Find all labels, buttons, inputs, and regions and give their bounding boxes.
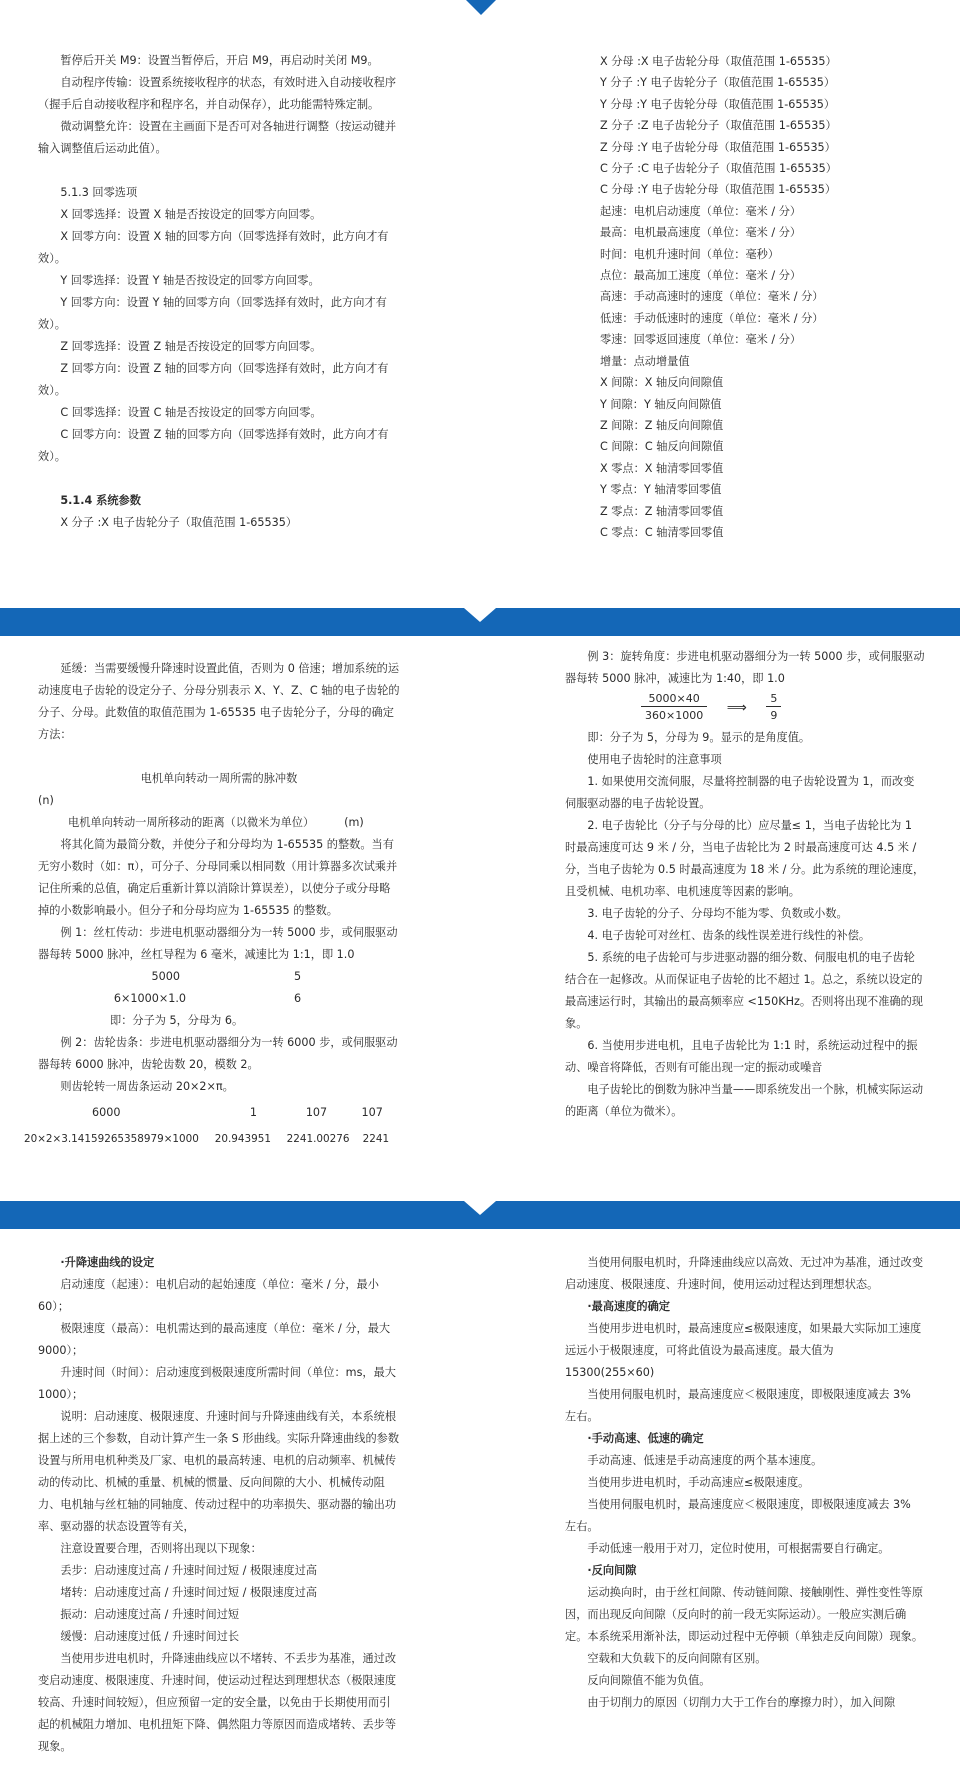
param-line: C 分母 :Y 电子齿轮分母（取值范围 1-65535） — [600, 183, 837, 197]
fraction — [641, 692, 707, 723]
param-line: 起速：电机启动速度（单位：毫米 / 分） — [600, 204, 802, 218]
example3-formula — [565, 692, 925, 723]
notes-heading: 使用电子齿轮时的注意事项 — [587, 753, 722, 766]
note-item: 3. 电子齿轮的分子、分母均不能为零、负数或小数。 — [587, 907, 848, 920]
paragraph: 自动程序传输：设置系统接收程序的状态，有效时进入自动接收程序（握手后自动接收程序和程序名，并自动保存），此功能需特殊定制。 — [38, 76, 397, 111]
param-line: Z 间隙：Z 轴反向间隙值 — [600, 418, 724, 432]
paragraph: 当使用步进电机时，升降速曲线应以不堵转、不丢步为基准，通过改变启动速度、极限速度、升速时间，使运动过程达到理想状态（极限速度较高、升速时间较短），但应预留一定的安全量，以免由于长期使用而引起的机械阻力增加、电机扭矩下降、偶然阻力等原因而造成堵转、丢步等现象。 — [38, 1652, 397, 1753]
paragraph: 暂停后开关 M9：设置当暂停后，开启 M9，再启动时关闭 M9。 — [60, 54, 379, 67]
calc-cell: 20.943951 — [214, 1133, 271, 1145]
paragraph: C 回零选择：设置 C 轴是否按设定的回零方向回零。 — [60, 406, 322, 419]
paragraph: 启动速度（起速）：电机启动的起始速度（单位：毫米 / 分，最小 60）； — [38, 1278, 379, 1313]
chevron-down-icon — [464, 1201, 496, 1215]
paragraph: 注意设置要合理，否则将出现以下现象： — [60, 1542, 262, 1555]
calc-cell: 2241 — [362, 1133, 390, 1145]
paragraph: 运动换向时，由于丝杠间隙、传动链间隙、接触刚性、弹性变性等原因，而出现反向间隙（反向时的前一段无实际运动）。一般应实测后确定。本系统采用渐补法，即运动过程中无停顿（单独走反向间隙）现象。 — [565, 1586, 924, 1643]
paragraph: 空载和大负载下的反向间隙有区别。 — [587, 1652, 767, 1665]
paragraph: X 分子 :X 电子齿轮分子（取值范围 1-65535） — [60, 516, 298, 529]
symptom-line: 振动：启动速度过高 / 升速时间过短 — [60, 1608, 240, 1621]
paragraph: Y 回零选择：设置 Y 轴是否按设定的回零方向回零。 — [60, 274, 320, 287]
calc-cell: 20×2×3.14159265358979×1000 — [24, 1133, 199, 1145]
page1-left-column — [38, 50, 400, 534]
chevron-down-icon — [466, 0, 496, 15]
section-heading: 5.1.4 系统参数 — [60, 494, 141, 507]
fraction-numerator: 5 — [766, 692, 781, 707]
param-line: 低速：手动低速时的速度（单位：毫米 / 分） — [600, 311, 824, 325]
paragraph: 手动低速一般用于对刀，定位时使用，可根据需要自行确定。 — [587, 1542, 890, 1555]
paragraph: 例 2：齿轮齿条：步进电机驱动器细分为一转 6000 步，或伺服驱动器每转 6000 脉冲，齿轮齿数 20，模数 2。 — [38, 1036, 398, 1071]
value: 5 — [294, 970, 302, 983]
param-line: Y 分子 :Y 电子齿轮分子（取值范围 1-65535） — [600, 76, 836, 90]
section-heading: ·最高速度的确定 — [587, 1300, 670, 1313]
paragraph: Z 回零方向：设置 Z 轴的回零方向（回零选择有效时，此方向才有效）。 — [38, 362, 389, 397]
param-line: 高速：手动高速时的速度（单位：毫米 / 分） — [600, 290, 824, 304]
paragraph: 例 3：旋转角度：步进电机驱动器细分为一转 5000 步，或伺服驱动器每转 5000 脉冲，减速比为 1:40，即 1.0 — [565, 650, 925, 685]
param-line: C 分子 :C 电子齿轮分子（取值范围 1-65535） — [600, 162, 837, 176]
param-line: 时间：电机升速时间（单位：毫秒） — [600, 247, 780, 261]
formula-label-n: (n) — [38, 794, 54, 807]
paragraph: 极限速度（最高）：电机需达到的最高速度（单位：毫米 / 分，最大 9000）； — [38, 1322, 391, 1357]
note-item: 4. 电子齿轮可对丝杠、齿条的线性误差进行线性的补偿。 — [587, 929, 871, 942]
calc-row-1 — [38, 1098, 400, 1128]
calc-cell: 107 — [305, 1106, 328, 1119]
paragraph: 当使用伺服电机时，最高速度应＜极限速度，即极限速度减去 3% 左右。 — [565, 1388, 911, 1423]
fraction-numerator: 5000×40 — [641, 692, 707, 707]
paragraph: 反向间隙值不能为负值。 — [587, 1674, 711, 1687]
paragraph: 当使用步进电机时，手动高速应≤极限速度。 — [587, 1476, 810, 1489]
paragraph: X 回零方向：设置 X 轴的回零方向（回零选择有效时，此方向才有效）。 — [38, 230, 389, 265]
param-line: Y 零点：Y 轴清零回零值 — [600, 483, 722, 497]
implies-arrow-icon: ⟹ — [726, 699, 747, 716]
calc-cell: 6000 — [92, 1106, 121, 1119]
paragraph: 电子齿轮比的倒数为脉冲当量——即系统发出一个脉，机械实际运动的距离（单位为微米）。 — [565, 1083, 924, 1118]
param-line: 点位：最高加工速度（单位：毫米 / 分） — [600, 269, 802, 283]
paragraph: 即：分子为 5，分母为 6。 — [110, 1014, 244, 1027]
value: 6×1000×1.0 — [113, 992, 186, 1005]
formula-denominator — [38, 812, 400, 834]
param-line: Y 间隙：Y 轴反向间隙值 — [600, 397, 722, 411]
param-line: 最高：电机最高速度（单位：毫米 / 分） — [600, 226, 802, 240]
section-heading: ·升降速曲线的设定 — [60, 1256, 155, 1269]
symptom-line: 堵转：启动速度过高 / 升速时间过短 / 极限速度过高 — [60, 1586, 318, 1599]
page2-left-column — [24, 658, 400, 1150]
param-line: 增量：点动增量值 — [600, 354, 690, 368]
paragraph: 手动高速、低速是手动高速度的两个基本速度。 — [587, 1454, 823, 1467]
section-heading: ·反向间隙 — [587, 1564, 637, 1577]
formula-label-m: (m) — [344, 816, 364, 829]
page3-right-column — [565, 1252, 925, 1714]
paragraph: X 回零选择：设置 X 轴是否按设定的回零方向回零。 — [60, 208, 322, 221]
value: 5000 — [151, 970, 180, 983]
page-divider-band — [0, 608, 960, 636]
note-item: 5. 系统的电子齿轮可与步进驱动器的细分数、伺服电机的电子齿轮结合在一起修改。从而保证电子齿轮的比不超过 1。总之，系统以设定的最高速运行时，其输出的最高频率应 <150KHz。否则将出现不准确的现象。 — [565, 951, 923, 1030]
paragraph: 例 1：丝杠传动：步进电机驱动器细分为一转 5000 步，或伺服驱动器每转 5000 脉冲，丝杠导程为 6 毫米，减速比为 1:1，即 1.0 — [38, 926, 398, 961]
calc-cell: 107 — [361, 1106, 383, 1119]
paragraph: 延缓：当需要缓慢升降速时设置此值，否则为 0 倍速；增加系统的运动速度电子齿轮的设定分子、分母分别表示 X、Y、Z、C 轴的电子齿轮的分子、分母。此数值的取值范围为 1-65535 电子齿轮分子，分母的确定方法： — [38, 662, 400, 741]
page2-right-column — [565, 646, 925, 1123]
paragraph: C 回零方向：设置 Z 轴的回零方向（回零选择有效时，此方向才有效）。 — [38, 428, 389, 463]
paragraph: 即：分子为 5，分母为 9。显示的是角度值。 — [587, 731, 811, 744]
param-line: Y 分母 :Y 电子齿轮分母（取值范围 1-65535） — [600, 97, 836, 111]
value: 6 — [294, 992, 302, 1005]
example1-fraction-bottom — [38, 988, 400, 1010]
fraction-denominator: 9 — [770, 709, 778, 722]
top-divider — [0, 0, 960, 28]
calc-cell: 2241.00276 — [286, 1133, 350, 1145]
example1-fraction-top — [38, 966, 400, 988]
paragraph: 微动调整允许：设置在主画面下是否可对各轴进行调整（按运动键并输入调整值后运动此值）。 — [38, 120, 397, 155]
paragraph: 由于切削力的原因（切削力大于工作台的摩擦力时），加入间隙 — [587, 1696, 896, 1709]
fraction — [766, 692, 781, 723]
page-divider-band — [0, 1201, 960, 1229]
note-item: 2. 电子齿轮比（分子与分母的比）应尽量≤ 1，当电子齿轮比为 1 时最高速度可达 9 米 / 分，当电子齿轮比为 2 时最高速度可达 4.5 米 / 分，当电子齿轮为 0.5 时最高速度为 18 米 / 分。此为系统的理论速度，且受机械、电机功率、电机速度等因素的影响。 — [565, 819, 925, 898]
paragraph: Y 回零方向：设置 Y 轴的回零方向（回零选择有效时，此方向才有效）。 — [38, 296, 387, 331]
calc-cell: 1 — [249, 1106, 257, 1119]
param-line: Z 分子 :Z 电子齿轮分子（取值范围 1-65535） — [600, 119, 837, 133]
paragraph: 当使用步进电机时，最高速度应≤极限速度，如果最大实际加工速度远远小于极限速度，可将此值设为最高速度。最大值为 15300(255×60) — [565, 1322, 922, 1379]
param-line: 零速：回零返回速度（单位：毫米 / 分） — [600, 333, 802, 347]
param-line: Z 零点：Z 轴清零回零值 — [600, 504, 724, 518]
symptom-line: 缓慢：启动速度过低 / 升速时间过长 — [60, 1630, 240, 1643]
calc-row-2 — [24, 1128, 400, 1150]
paragraph: 当使用伺服电机时，最高速度应＜极限速度，即极限速度减去 3% 左右。 — [565, 1498, 911, 1533]
chevron-down-icon — [464, 608, 496, 622]
paragraph: 升速时间（时间）：启动速度到极限速度所需时间（单位：ms，最大 1000）； — [38, 1366, 396, 1401]
fraction-denominator: 360×1000 — [645, 709, 704, 722]
param-line: C 零点：C 轴清零回零值 — [600, 525, 724, 539]
page3-left-column — [38, 1252, 400, 1758]
formula-denominator-text: 电机单向转动一周所移动的距离（以微米为单位） — [68, 816, 315, 829]
param-line: X 间隙：X 轴反向间隙值 — [600, 376, 724, 390]
formula-numerator: 电机单向转动一周所需的脉冲数 — [140, 772, 298, 785]
paragraph: 则齿轮转一周齿条运动 20×2×π。 — [60, 1080, 234, 1093]
param-line: C 间隙：C 轴反向间隙值 — [600, 440, 724, 454]
paragraph: 说明：启动速度、极限速度、升速时间与升降速曲线有关，本系统根据上述的三个参数，自动计算产生一条 S 形曲线。实际升降速曲线的参数设置与所用电机种类及厂家、电机的最高转速、电机的启动频率、机械传动的传动比、机械的重量、机械的惯量、反向间隙的大小、机械传动阻力、电机轴与丝杠轴的同轴度、传动过程中的功率损失、驱动器的输出功率、驱动器的状态设置等有关， — [38, 1410, 400, 1533]
param-line: Z 分母 :Y 电子齿轮分母（取值范围 1-65535） — [600, 140, 836, 154]
note-item: 1. 如果使用交流伺服，尽量将控制器的电子齿轮设置为 1，而改变伺服驱动器的电子齿轮设置。 — [565, 775, 915, 810]
symptom-line: 丢步：启动速度过高 / 升速时间过短 / 极限速度过高 — [60, 1564, 318, 1577]
param-line: X 零点：X 轴清零回零值 — [600, 461, 724, 475]
section-heading: 5.1.3 回零选项 — [60, 186, 138, 199]
param-line: X 分母 :X 电子齿轮分母（取值范围 1-65535） — [600, 55, 837, 68]
section-heading: ·手动高速、低速的确定 — [587, 1432, 704, 1445]
page1-right-column — [600, 51, 940, 543]
paragraph: Z 回零选择：设置 Z 轴是否按设定的回零方向回零。 — [60, 340, 322, 353]
note-item: 6. 当使用步进电机，且电子齿轮比为 1:1 时，系统运动过程中的振动、噪音将降低，否则有可能出现一定的振动或噪音 — [565, 1039, 918, 1074]
paragraph: 当使用伺服电机时，升降速曲线应以高效、无过冲为基准，通过改变启动速度、极限速度、升速时间，使用运动过程达到理想状态。 — [565, 1256, 924, 1291]
paragraph: 将其化简为最简分数，并使分子和分母均为 1-65535 的整数。当有无穷小数时（如：π），可分子、分母同乘以相同数（用计算器多次试乘并记住所乘的总值，确定后重新计算以消除计算误差），以使分子或分母略掉的小数影响最小。但分子和分母均应为 1-65535 的整数。 — [38, 838, 398, 917]
